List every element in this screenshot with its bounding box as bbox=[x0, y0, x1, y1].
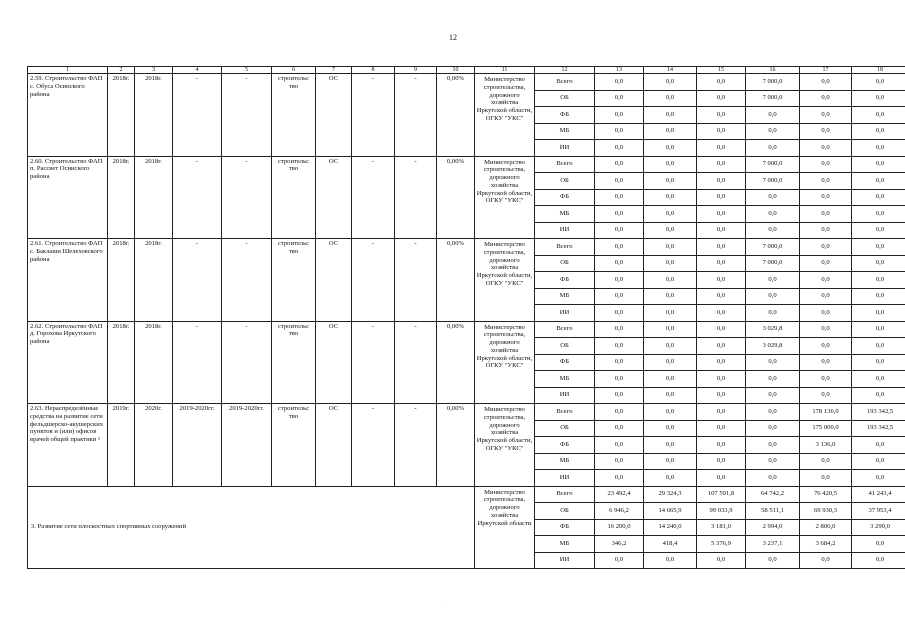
table-row bbox=[28, 321, 905, 338]
amount-cell: 0,0 bbox=[746, 453, 800, 470]
amount-cell: 0,0 bbox=[595, 90, 644, 107]
amount-cell: 0,0 bbox=[644, 437, 697, 454]
amount-cell: 0,0 bbox=[595, 74, 644, 91]
amount-cell: 0,0 bbox=[800, 156, 852, 173]
amount-cell: 0,0 bbox=[697, 338, 746, 355]
amount-cell: 0,0 bbox=[852, 239, 905, 256]
amount-cell: 0,0 bbox=[697, 272, 746, 289]
amount-cell: 0,0 bbox=[697, 420, 746, 437]
amount-cell: 418,4 bbox=[644, 536, 697, 553]
amount-cell: 0,0 bbox=[697, 321, 746, 338]
amount-cell: 0,0 bbox=[800, 470, 852, 487]
amount-cell: 0,0 bbox=[644, 371, 697, 388]
amount-cell: 0,0 bbox=[697, 288, 746, 305]
amount-cell: 3 029,8 bbox=[746, 338, 800, 355]
funding-source: Всего bbox=[535, 74, 595, 91]
amount-cell: 0,0 bbox=[644, 173, 697, 190]
amount-cell: 346,2 bbox=[595, 536, 644, 553]
cell-col3: 2018г. bbox=[135, 239, 173, 322]
amount-cell: 0,0 bbox=[697, 437, 746, 454]
table-row bbox=[28, 486, 905, 503]
amount-cell: 0,0 bbox=[800, 255, 852, 272]
funding-source: ОБ bbox=[535, 338, 595, 355]
amount-cell: 0,0 bbox=[595, 338, 644, 355]
amount-cell: 0,0 bbox=[644, 404, 697, 421]
header-col-8: 8 bbox=[352, 67, 395, 74]
amount-cell: 0,0 bbox=[852, 255, 905, 272]
amount-cell: 0,0 bbox=[852, 222, 905, 239]
amount-cell: 0,0 bbox=[697, 470, 746, 487]
amount-cell: 0,0 bbox=[697, 222, 746, 239]
amount-cell: 0,0 bbox=[595, 321, 644, 338]
amount-cell: 0,0 bbox=[800, 387, 852, 404]
amount-cell: 0,0 bbox=[595, 470, 644, 487]
amount-cell: 0,0 bbox=[800, 321, 852, 338]
cell-col8: - bbox=[352, 156, 395, 239]
amount-cell: 0,0 bbox=[852, 354, 905, 371]
amount-cell: 0,0 bbox=[800, 107, 852, 124]
object-name: 2.61. Строительство ФАП с. Баклаши Шелеховского района bbox=[28, 239, 108, 322]
header-col-7: 7 bbox=[316, 67, 352, 74]
header-col-14: 14 bbox=[644, 67, 697, 74]
header-col-13: 13 bbox=[595, 67, 644, 74]
funding-source: ФБ bbox=[535, 189, 595, 206]
amount-cell: 0,0 bbox=[852, 206, 905, 223]
funding-source: МБ bbox=[535, 206, 595, 223]
amount-cell: 0,0 bbox=[746, 140, 800, 157]
amount-cell: 0,0 bbox=[852, 470, 905, 487]
header-col-5: 5 bbox=[222, 67, 272, 74]
amount-cell: 0,0 bbox=[644, 288, 697, 305]
funding-source: ОБ bbox=[535, 420, 595, 437]
amount-cell: 0,0 bbox=[697, 189, 746, 206]
amount-cell: 0,0 bbox=[800, 90, 852, 107]
object-name: 2.62. Строительство ФАП д. Горохова Иркутского района bbox=[28, 321, 108, 404]
amount-cell: 0,0 bbox=[644, 123, 697, 140]
amount-cell: 0,0 bbox=[852, 272, 905, 289]
amount-cell: 0,0 bbox=[800, 338, 852, 355]
amount-cell: 0,0 bbox=[800, 552, 852, 569]
amount-cell: 0,0 bbox=[595, 222, 644, 239]
amount-cell: 0,0 bbox=[595, 354, 644, 371]
amount-cell: 0,0 bbox=[852, 387, 905, 404]
amount-cell: 0,0 bbox=[800, 288, 852, 305]
cell-col6: строительс тво bbox=[272, 239, 316, 322]
funding-source: ОБ bbox=[535, 255, 595, 272]
amount-cell: 0,0 bbox=[697, 305, 746, 322]
amount-cell: 0,0 bbox=[644, 552, 697, 569]
amount-cell: 37 953,4 bbox=[852, 503, 905, 520]
cell-col9: - bbox=[395, 74, 437, 157]
amount-cell: 0,0 bbox=[595, 206, 644, 223]
amount-cell: 0,0 bbox=[746, 387, 800, 404]
cell-percent: 0,00% bbox=[437, 156, 475, 239]
amount-cell: 178 136,0 bbox=[800, 404, 852, 421]
amount-cell: 0,0 bbox=[644, 387, 697, 404]
header-col-1: 1 bbox=[28, 67, 108, 74]
amount-cell: 16 200,0 bbox=[595, 519, 644, 536]
cell-col4: 2019-2020гг. bbox=[173, 404, 222, 487]
amount-cell: 0,0 bbox=[595, 387, 644, 404]
funding-source: Всего bbox=[535, 404, 595, 421]
amount-cell: 0,0 bbox=[746, 189, 800, 206]
cell-col4: - bbox=[173, 156, 222, 239]
amount-cell: 7 000,0 bbox=[746, 173, 800, 190]
amount-cell: 193 342,5 bbox=[852, 420, 905, 437]
funding-source: ФБ bbox=[535, 107, 595, 124]
amount-cell: 0,0 bbox=[644, 255, 697, 272]
amount-cell: 6 946,2 bbox=[595, 503, 644, 520]
amount-cell: 0,0 bbox=[697, 90, 746, 107]
cell-col2: 2018г. bbox=[108, 156, 135, 239]
amount-cell: 0,0 bbox=[697, 453, 746, 470]
table-row bbox=[28, 404, 905, 421]
agency-name: Министерство строительства, дорожного хозяйства Иркутской области, ОГКУ "УКС" bbox=[475, 156, 535, 239]
agency-name: Министерство строительства, дорожного хозяйства Иркутской области bbox=[475, 486, 535, 569]
funding-source: Всего bbox=[535, 486, 595, 503]
amount-cell: 0,0 bbox=[644, 453, 697, 470]
amount-cell: 0,0 bbox=[800, 123, 852, 140]
cell-col2: 2018г. bbox=[108, 239, 135, 322]
amount-cell: 0,0 bbox=[852, 305, 905, 322]
amount-cell: 0,0 bbox=[852, 536, 905, 553]
amount-cell: 175 000,0 bbox=[800, 420, 852, 437]
amount-cell: 0,0 bbox=[852, 552, 905, 569]
amount-cell: 0,0 bbox=[746, 123, 800, 140]
cell-col4: - bbox=[173, 239, 222, 322]
amount-cell: 14 665,9 bbox=[644, 503, 697, 520]
amount-cell: 0,0 bbox=[746, 288, 800, 305]
amount-cell: 0,0 bbox=[595, 123, 644, 140]
header-col-18: 18 bbox=[852, 67, 905, 74]
cell-col9: - bbox=[395, 321, 437, 404]
funding-source: МБ bbox=[535, 453, 595, 470]
funding-source: Всего bbox=[535, 321, 595, 338]
amount-cell: 0,0 bbox=[800, 173, 852, 190]
header-col-6: 6 bbox=[272, 67, 316, 74]
amount-cell: 0,0 bbox=[746, 272, 800, 289]
amount-cell: 0,0 bbox=[644, 321, 697, 338]
funding-source: ИИ bbox=[535, 140, 595, 157]
cell-percent: 0,00% bbox=[437, 404, 475, 487]
amount-cell: 7 000,0 bbox=[746, 255, 800, 272]
amount-cell: 0,0 bbox=[746, 222, 800, 239]
cell-percent: 0,00% bbox=[437, 74, 475, 157]
amount-cell: 0,0 bbox=[595, 371, 644, 388]
amount-cell: 0,0 bbox=[644, 239, 697, 256]
amount-cell: 0,0 bbox=[746, 107, 800, 124]
amount-cell: 0,0 bbox=[852, 189, 905, 206]
amount-cell: 0,0 bbox=[800, 206, 852, 223]
amount-cell: 0,0 bbox=[595, 404, 644, 421]
cell-col9: - bbox=[395, 156, 437, 239]
cell-col2: 2018г. bbox=[108, 74, 135, 157]
funding-source: Всего bbox=[535, 156, 595, 173]
amount-cell: 0,0 bbox=[644, 354, 697, 371]
funding-source: ИИ bbox=[535, 470, 595, 487]
cell-col7: ОС bbox=[316, 156, 352, 239]
amount-cell: 0,0 bbox=[697, 239, 746, 256]
amount-cell: 0,0 bbox=[746, 305, 800, 322]
amount-cell: 3 181,0 bbox=[697, 519, 746, 536]
amount-cell: 0,0 bbox=[852, 453, 905, 470]
amount-cell: 0,0 bbox=[595, 288, 644, 305]
funding-source: ИИ bbox=[535, 222, 595, 239]
funding-source: ФБ bbox=[535, 272, 595, 289]
amount-cell: 0,0 bbox=[644, 338, 697, 355]
funding-source: ФБ bbox=[535, 519, 595, 536]
amount-cell: 7 000,0 bbox=[746, 74, 800, 91]
amount-cell: 0,0 bbox=[800, 453, 852, 470]
cell-col5: - bbox=[222, 321, 272, 404]
amount-cell: 0,0 bbox=[697, 255, 746, 272]
amount-cell: 0,0 bbox=[746, 371, 800, 388]
funding-source: Всего bbox=[535, 239, 595, 256]
section-title: 3. Развитие сети плоскостных спортивных сооружений bbox=[28, 486, 475, 569]
page-number: 12 bbox=[449, 33, 457, 42]
amount-cell: 3 290,0 bbox=[852, 519, 905, 536]
amount-cell: 0,0 bbox=[800, 305, 852, 322]
amount-cell: 0,0 bbox=[697, 123, 746, 140]
cell-col5: - bbox=[222, 239, 272, 322]
cell-col7: ОС bbox=[316, 239, 352, 322]
amount-cell: 0,0 bbox=[852, 288, 905, 305]
amount-cell: 2 994,0 bbox=[746, 519, 800, 536]
object-name: 2.63. Нераспределённые средства на развитие сети фельдшерско-акушерских пунктов и (или) офисов врачей общей практики ² bbox=[28, 404, 108, 487]
amount-cell: 0,0 bbox=[595, 437, 644, 454]
amount-cell: 0,0 bbox=[595, 272, 644, 289]
amount-cell: 58 511,1 bbox=[746, 503, 800, 520]
cell-col8: - bbox=[352, 321, 395, 404]
agency-name: Министерство строительства, дорожного хозяйства Иркутской области, ОГКУ "УКС" bbox=[475, 239, 535, 322]
header-col-2: 2 bbox=[108, 67, 135, 74]
amount-cell: 0,0 bbox=[595, 552, 644, 569]
cell-col4: - bbox=[173, 321, 222, 404]
amount-cell: 0,0 bbox=[644, 189, 697, 206]
funding-source: ФБ bbox=[535, 354, 595, 371]
amount-cell: 29 324,3 bbox=[644, 486, 697, 503]
amount-cell: 0,0 bbox=[595, 305, 644, 322]
funding-source: ОБ bbox=[535, 173, 595, 190]
amount-cell: 0,0 bbox=[852, 156, 905, 173]
amount-cell: 0,0 bbox=[697, 107, 746, 124]
header-col-4: 4 bbox=[173, 67, 222, 74]
header-col-10: 10 bbox=[437, 67, 475, 74]
amount-cell: 3 684,2 bbox=[800, 536, 852, 553]
cell-percent: 0,00% bbox=[437, 239, 475, 322]
cell-col2: 2019г. bbox=[108, 404, 135, 487]
amount-cell: 0,0 bbox=[644, 90, 697, 107]
amount-cell: 0,0 bbox=[697, 354, 746, 371]
amount-cell: 0,0 bbox=[595, 140, 644, 157]
cell-col5: - bbox=[222, 74, 272, 157]
cell-col5: 2019-2020гг. bbox=[222, 404, 272, 487]
amount-cell: 0,0 bbox=[697, 387, 746, 404]
amount-cell: 107 591,8 bbox=[697, 486, 746, 503]
amount-cell: 0,0 bbox=[697, 156, 746, 173]
funding-source: МБ bbox=[535, 371, 595, 388]
cell-col4: - bbox=[173, 74, 222, 157]
amount-cell: 0,0 bbox=[644, 74, 697, 91]
amount-cell: 0,0 bbox=[746, 437, 800, 454]
funding-source: МБ bbox=[535, 123, 595, 140]
amount-cell: 0,0 bbox=[644, 206, 697, 223]
amount-cell: 0,0 bbox=[644, 107, 697, 124]
amount-cell: 0,0 bbox=[800, 140, 852, 157]
funding-source: ИИ bbox=[535, 552, 595, 569]
amount-cell: 3 237,1 bbox=[746, 536, 800, 553]
amount-cell: 0,0 bbox=[595, 420, 644, 437]
amount-cell: 0,0 bbox=[852, 173, 905, 190]
agency-name: Министерство строительства, дорожного хозяйства Иркутской области, ОГКУ "УКС" bbox=[475, 404, 535, 487]
amount-cell: 0,0 bbox=[852, 123, 905, 140]
amount-cell: 64 742,2 bbox=[746, 486, 800, 503]
amount-cell: 0,0 bbox=[800, 239, 852, 256]
amount-cell: 23 492,4 bbox=[595, 486, 644, 503]
header-col-16: 16 bbox=[746, 67, 800, 74]
amount-cell: 7 000,0 bbox=[746, 239, 800, 256]
cell-col6: строительс тво bbox=[272, 321, 316, 404]
amount-cell: 0,0 bbox=[800, 222, 852, 239]
cell-col9: - bbox=[395, 404, 437, 487]
funding-source: ФБ bbox=[535, 437, 595, 454]
cell-col2: 2018г. bbox=[108, 321, 135, 404]
cell-col3: 2018г. bbox=[135, 74, 173, 157]
amount-cell: 0,0 bbox=[644, 470, 697, 487]
cell-percent: 0,00% bbox=[437, 321, 475, 404]
amount-cell: 0,0 bbox=[852, 321, 905, 338]
amount-cell: 0,0 bbox=[746, 552, 800, 569]
funding-source: МБ bbox=[535, 536, 595, 553]
amount-cell: 0,0 bbox=[644, 420, 697, 437]
cell-col8: - bbox=[352, 239, 395, 322]
amount-cell: 0,0 bbox=[800, 74, 852, 91]
table-row bbox=[28, 239, 905, 256]
object-name: 2.60. Строительство ФАП п. Рассвет Осинского района bbox=[28, 156, 108, 239]
header-col-17: 17 bbox=[800, 67, 852, 74]
amount-cell: 0,0 bbox=[852, 107, 905, 124]
amount-cell: 69 930,3 bbox=[800, 503, 852, 520]
amount-cell: 0,0 bbox=[852, 371, 905, 388]
amount-cell: 0,0 bbox=[852, 140, 905, 157]
funding-source: ОБ bbox=[535, 90, 595, 107]
funding-source: ИИ bbox=[535, 387, 595, 404]
header-col-11: 11 bbox=[475, 67, 535, 74]
amount-cell: 99 033,9 bbox=[697, 503, 746, 520]
cell-col3: 2018г. bbox=[135, 321, 173, 404]
cell-col5: - bbox=[222, 156, 272, 239]
header-col-12: 12 bbox=[535, 67, 595, 74]
amount-cell: 0,0 bbox=[595, 173, 644, 190]
header-row bbox=[28, 67, 905, 74]
amount-cell: 0,0 bbox=[852, 437, 905, 454]
amount-cell: 0,0 bbox=[595, 189, 644, 206]
cell-col8: - bbox=[352, 404, 395, 487]
agency-name: Министерство строительства, дорожного хозяйства Иркутской области, ОГКУ "УКС" bbox=[475, 74, 535, 157]
amount-cell: 0,0 bbox=[644, 156, 697, 173]
cell-col8: - bbox=[352, 74, 395, 157]
amount-cell: 0,0 bbox=[644, 140, 697, 157]
amount-cell: 0,0 bbox=[644, 305, 697, 322]
amount-cell: 0,0 bbox=[800, 272, 852, 289]
funding-source: МБ bbox=[535, 288, 595, 305]
amount-cell: 0,0 bbox=[852, 338, 905, 355]
object-name: 2.59. Строительство ФАП с. Обуса Осинского района bbox=[28, 74, 108, 157]
header-col-15: 15 bbox=[697, 67, 746, 74]
header-col-3: 3 bbox=[135, 67, 173, 74]
funding-source: ОБ bbox=[535, 503, 595, 520]
amount-cell: 0,0 bbox=[595, 239, 644, 256]
cell-col7: ОС bbox=[316, 321, 352, 404]
amount-cell: 0,0 bbox=[800, 371, 852, 388]
amount-cell: 0,0 bbox=[746, 354, 800, 371]
amount-cell: 0,0 bbox=[697, 206, 746, 223]
cell-col3: 2020г. bbox=[135, 404, 173, 487]
cell-col7: ОС bbox=[316, 74, 352, 157]
cell-col6: строительс тво bbox=[272, 74, 316, 157]
amount-cell: 0,0 bbox=[746, 470, 800, 487]
amount-cell: 0,0 bbox=[644, 222, 697, 239]
amount-cell: 3 136,0 bbox=[800, 437, 852, 454]
cell-col3: 2018г. bbox=[135, 156, 173, 239]
amount-cell: 0,0 bbox=[595, 156, 644, 173]
amount-cell: 0,0 bbox=[595, 107, 644, 124]
cell-col6: строительс тво bbox=[272, 156, 316, 239]
amount-cell: 193 342,5 bbox=[852, 404, 905, 421]
funding-source: ИИ bbox=[535, 305, 595, 322]
table-row bbox=[28, 156, 905, 173]
amount-cell: 2 806,0 bbox=[800, 519, 852, 536]
amount-cell: 0,0 bbox=[746, 206, 800, 223]
amount-cell: 0,0 bbox=[644, 272, 697, 289]
amount-cell: 0,0 bbox=[746, 404, 800, 421]
amount-cell: 0,0 bbox=[800, 189, 852, 206]
amount-cell: 0,0 bbox=[852, 90, 905, 107]
program-table bbox=[27, 66, 905, 569]
amount-cell: 0,0 bbox=[697, 140, 746, 157]
amount-cell: 41 243,4 bbox=[852, 486, 905, 503]
cell-col9: - bbox=[395, 239, 437, 322]
amount-cell: 3 029,8 bbox=[746, 321, 800, 338]
amount-cell: 0,0 bbox=[852, 74, 905, 91]
cell-col7: ОС bbox=[316, 404, 352, 487]
header-col-9: 9 bbox=[395, 67, 437, 74]
table-row bbox=[28, 74, 905, 91]
amount-cell: 5 376,9 bbox=[697, 536, 746, 553]
amount-cell: 14 240,0 bbox=[644, 519, 697, 536]
amount-cell: 0,0 bbox=[697, 173, 746, 190]
amount-cell: 0,0 bbox=[595, 453, 644, 470]
amount-cell: 0,0 bbox=[697, 74, 746, 91]
amount-cell: 0,0 bbox=[697, 371, 746, 388]
amount-cell: 0,0 bbox=[697, 404, 746, 421]
amount-cell: 7 000,0 bbox=[746, 156, 800, 173]
amount-cell: 76 420,5 bbox=[800, 486, 852, 503]
amount-cell: 0,0 bbox=[746, 420, 800, 437]
amount-cell: 0,0 bbox=[697, 552, 746, 569]
amount-cell: 0,0 bbox=[800, 354, 852, 371]
amount-cell: 7 000,0 bbox=[746, 90, 800, 107]
agency-name: Министерство строительства, дорожного хозяйства Иркутской области, ОГКУ "УКС" bbox=[475, 321, 535, 404]
amount-cell: 0,0 bbox=[595, 255, 644, 272]
table-body bbox=[28, 67, 905, 569]
cell-col6: строительс тво bbox=[272, 404, 316, 487]
scan-mark: · bbox=[447, 601, 449, 606]
